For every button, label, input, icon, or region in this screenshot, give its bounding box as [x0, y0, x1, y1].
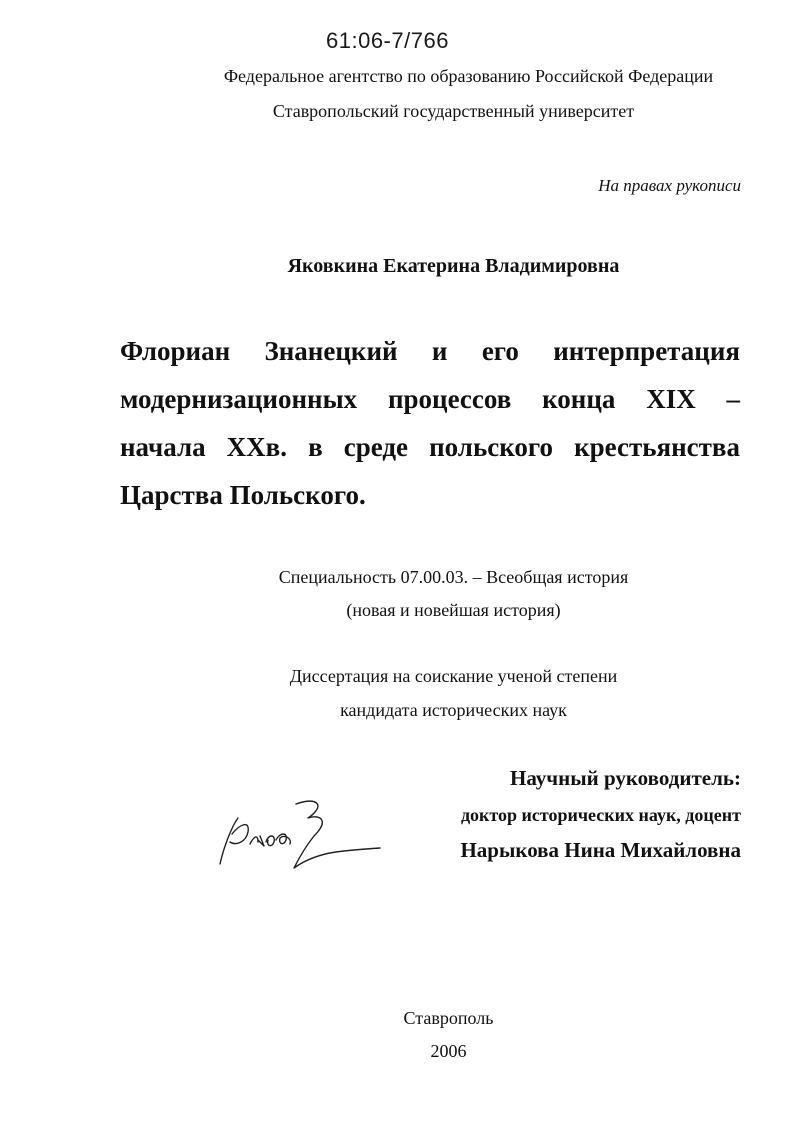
manuscript-note: На правах рукописи — [598, 176, 741, 195]
dissertation-type-line-1: Диссертация на соискание ученой степени — [289, 666, 618, 686]
university-name: Ставропольский государственный университет — [272, 101, 635, 121]
title-line-4: Царства Польского. — [120, 480, 366, 510]
supervisor-heading: Научный руководитель: — [510, 766, 741, 790]
specialty-line-1: Специальность 07.00.03. – Всеобщая история — [278, 567, 629, 587]
handwritten-signature — [210, 796, 385, 876]
publication-city: Ставрополь — [403, 1008, 494, 1028]
dissertation-title — [120, 327, 740, 519]
specialty-line-2: (новая и новейшая история) — [346, 600, 561, 620]
title-line-2: модернизационных процессов конца XIX – — [120, 384, 740, 414]
dissertation-type-line-2: кандидата исторических наук — [340, 700, 567, 720]
supervisor-degree: доктор исторических наук, доцент — [460, 805, 741, 825]
publication-year: 2006 — [430, 1041, 467, 1061]
agency-name: Федеральное агентство по образованию Российской Федерации — [223, 66, 714, 86]
supervisor-name: Нарыкова Нина Михайловна — [460, 838, 741, 862]
title-line-1: Флориан Знанецкий и его интерпретация — [120, 336, 740, 366]
archive-stamp-number: 61:06-7/766 — [326, 28, 449, 53]
author-name: Яковкина Екатерина Владимировна — [287, 255, 620, 277]
title-line-3: начала XXв. в среде польского крестьянства — [120, 432, 740, 462]
